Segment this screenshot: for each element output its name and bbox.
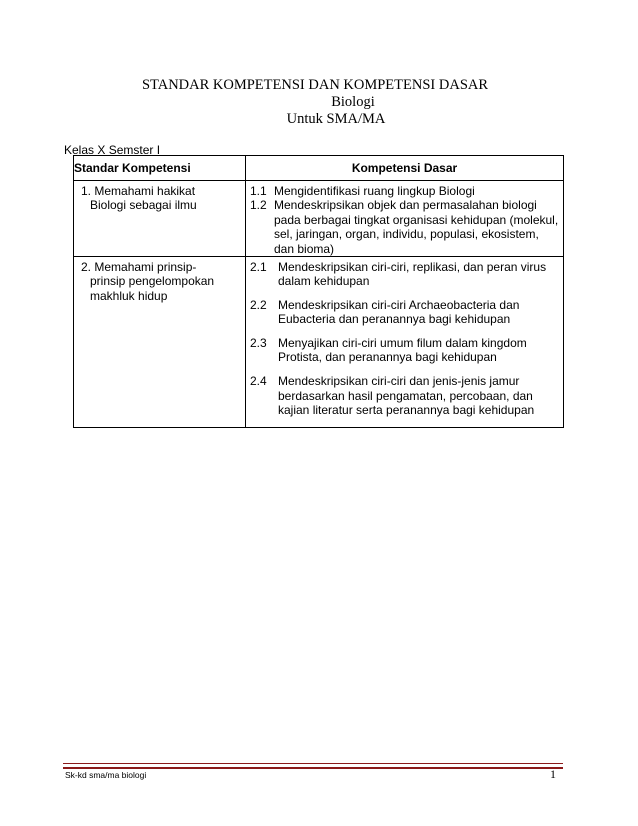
- sk-line: prinsip pengelompokan: [90, 274, 215, 289]
- kd-text: Menyajikan ciri-ciri umum filum dalam kingdom Protista, dan peranannya bagi kehidupan: [278, 335, 527, 365]
- sk-number: 1.: [81, 184, 92, 198]
- spacer: [250, 327, 559, 336]
- kd-number: 2.3: [250, 335, 267, 350]
- sk-number: 2.: [81, 260, 92, 275]
- kd-text: Mengidentifikasi ruang lingkup Biologi: [274, 184, 475, 198]
- kd-number: 2.2: [250, 297, 267, 312]
- title-line-1: STANDAR KOMPETENSI DAN KOMPETENSI DASAR: [141, 77, 489, 93]
- kd-number: 2.4: [250, 374, 267, 389]
- kd-text: Mendeskripsikan ciri-ciri Archaeobacteria dan Eubacteria dan peranannya bagi kehidupan: [278, 297, 520, 327]
- kd-item: [250, 260, 559, 289]
- kd-item: [250, 374, 559, 417]
- sk-line: makhluk hidup: [90, 288, 168, 303]
- sk-text: [81, 184, 239, 198]
- spacer: [250, 289, 559, 298]
- footer-label: Sk-kd sma/ma biologi: [65, 770, 147, 780]
- table-row: [74, 257, 564, 428]
- sk-cell: [74, 181, 246, 257]
- kd-item: [250, 336, 559, 365]
- kd-text: Mendeskripsikan ciri-ciri, replikasi, dan peran virus dalam kehidupan: [278, 260, 547, 289]
- kd-item: [250, 298, 559, 327]
- kd-item: [250, 184, 559, 198]
- kd-item: [250, 198, 559, 256]
- competency-table: [73, 155, 564, 428]
- header-standar-kompetensi: Standar Kompetensi: [74, 156, 246, 181]
- kd-text: Mendeskripsikan ciri-ciri dan jenis-jenis jamur berdasarkan hasil pengamatan, percobaan, dan kajian literatur serta peranannya bagi kehidupan: [278, 374, 535, 418]
- footer-divider: [63, 763, 563, 769]
- document-title: [0, 77, 638, 128]
- sk-line: Memahami prinsip-: [94, 260, 197, 275]
- kd-number: 2.1: [250, 260, 267, 275]
- sk-text: [81, 260, 239, 274]
- kd-number: 1.2: [250, 198, 267, 213]
- sk-cell: [74, 257, 246, 428]
- kd-text: Mendeskripsikan objek dan permasalahan biologi pada berbagai tingkat organisasi kehidupan (molekul, sel, jaringan, organ, individu, populasi, ekosistem, dan bioma): [274, 198, 559, 256]
- page-number: 1: [550, 767, 556, 781]
- table-header-row: [74, 156, 564, 181]
- kd-cell: [246, 257, 564, 428]
- table-row: [74, 181, 564, 257]
- kd-cell: [246, 181, 564, 257]
- title-line-school: Untuk SMA/MA: [286, 111, 386, 127]
- title-line-subject: Biologi: [331, 94, 375, 110]
- class-semester-label: Kelas X Semster I: [64, 143, 161, 157]
- kd-number: 1.1: [250, 184, 267, 198]
- spacer: [250, 364, 559, 374]
- sk-line: Biologi sebagai ilmu: [90, 198, 197, 213]
- header-kompetensi-dasar: Kompetensi Dasar: [246, 156, 564, 181]
- sk-line: Memahami hakikat: [94, 184, 196, 198]
